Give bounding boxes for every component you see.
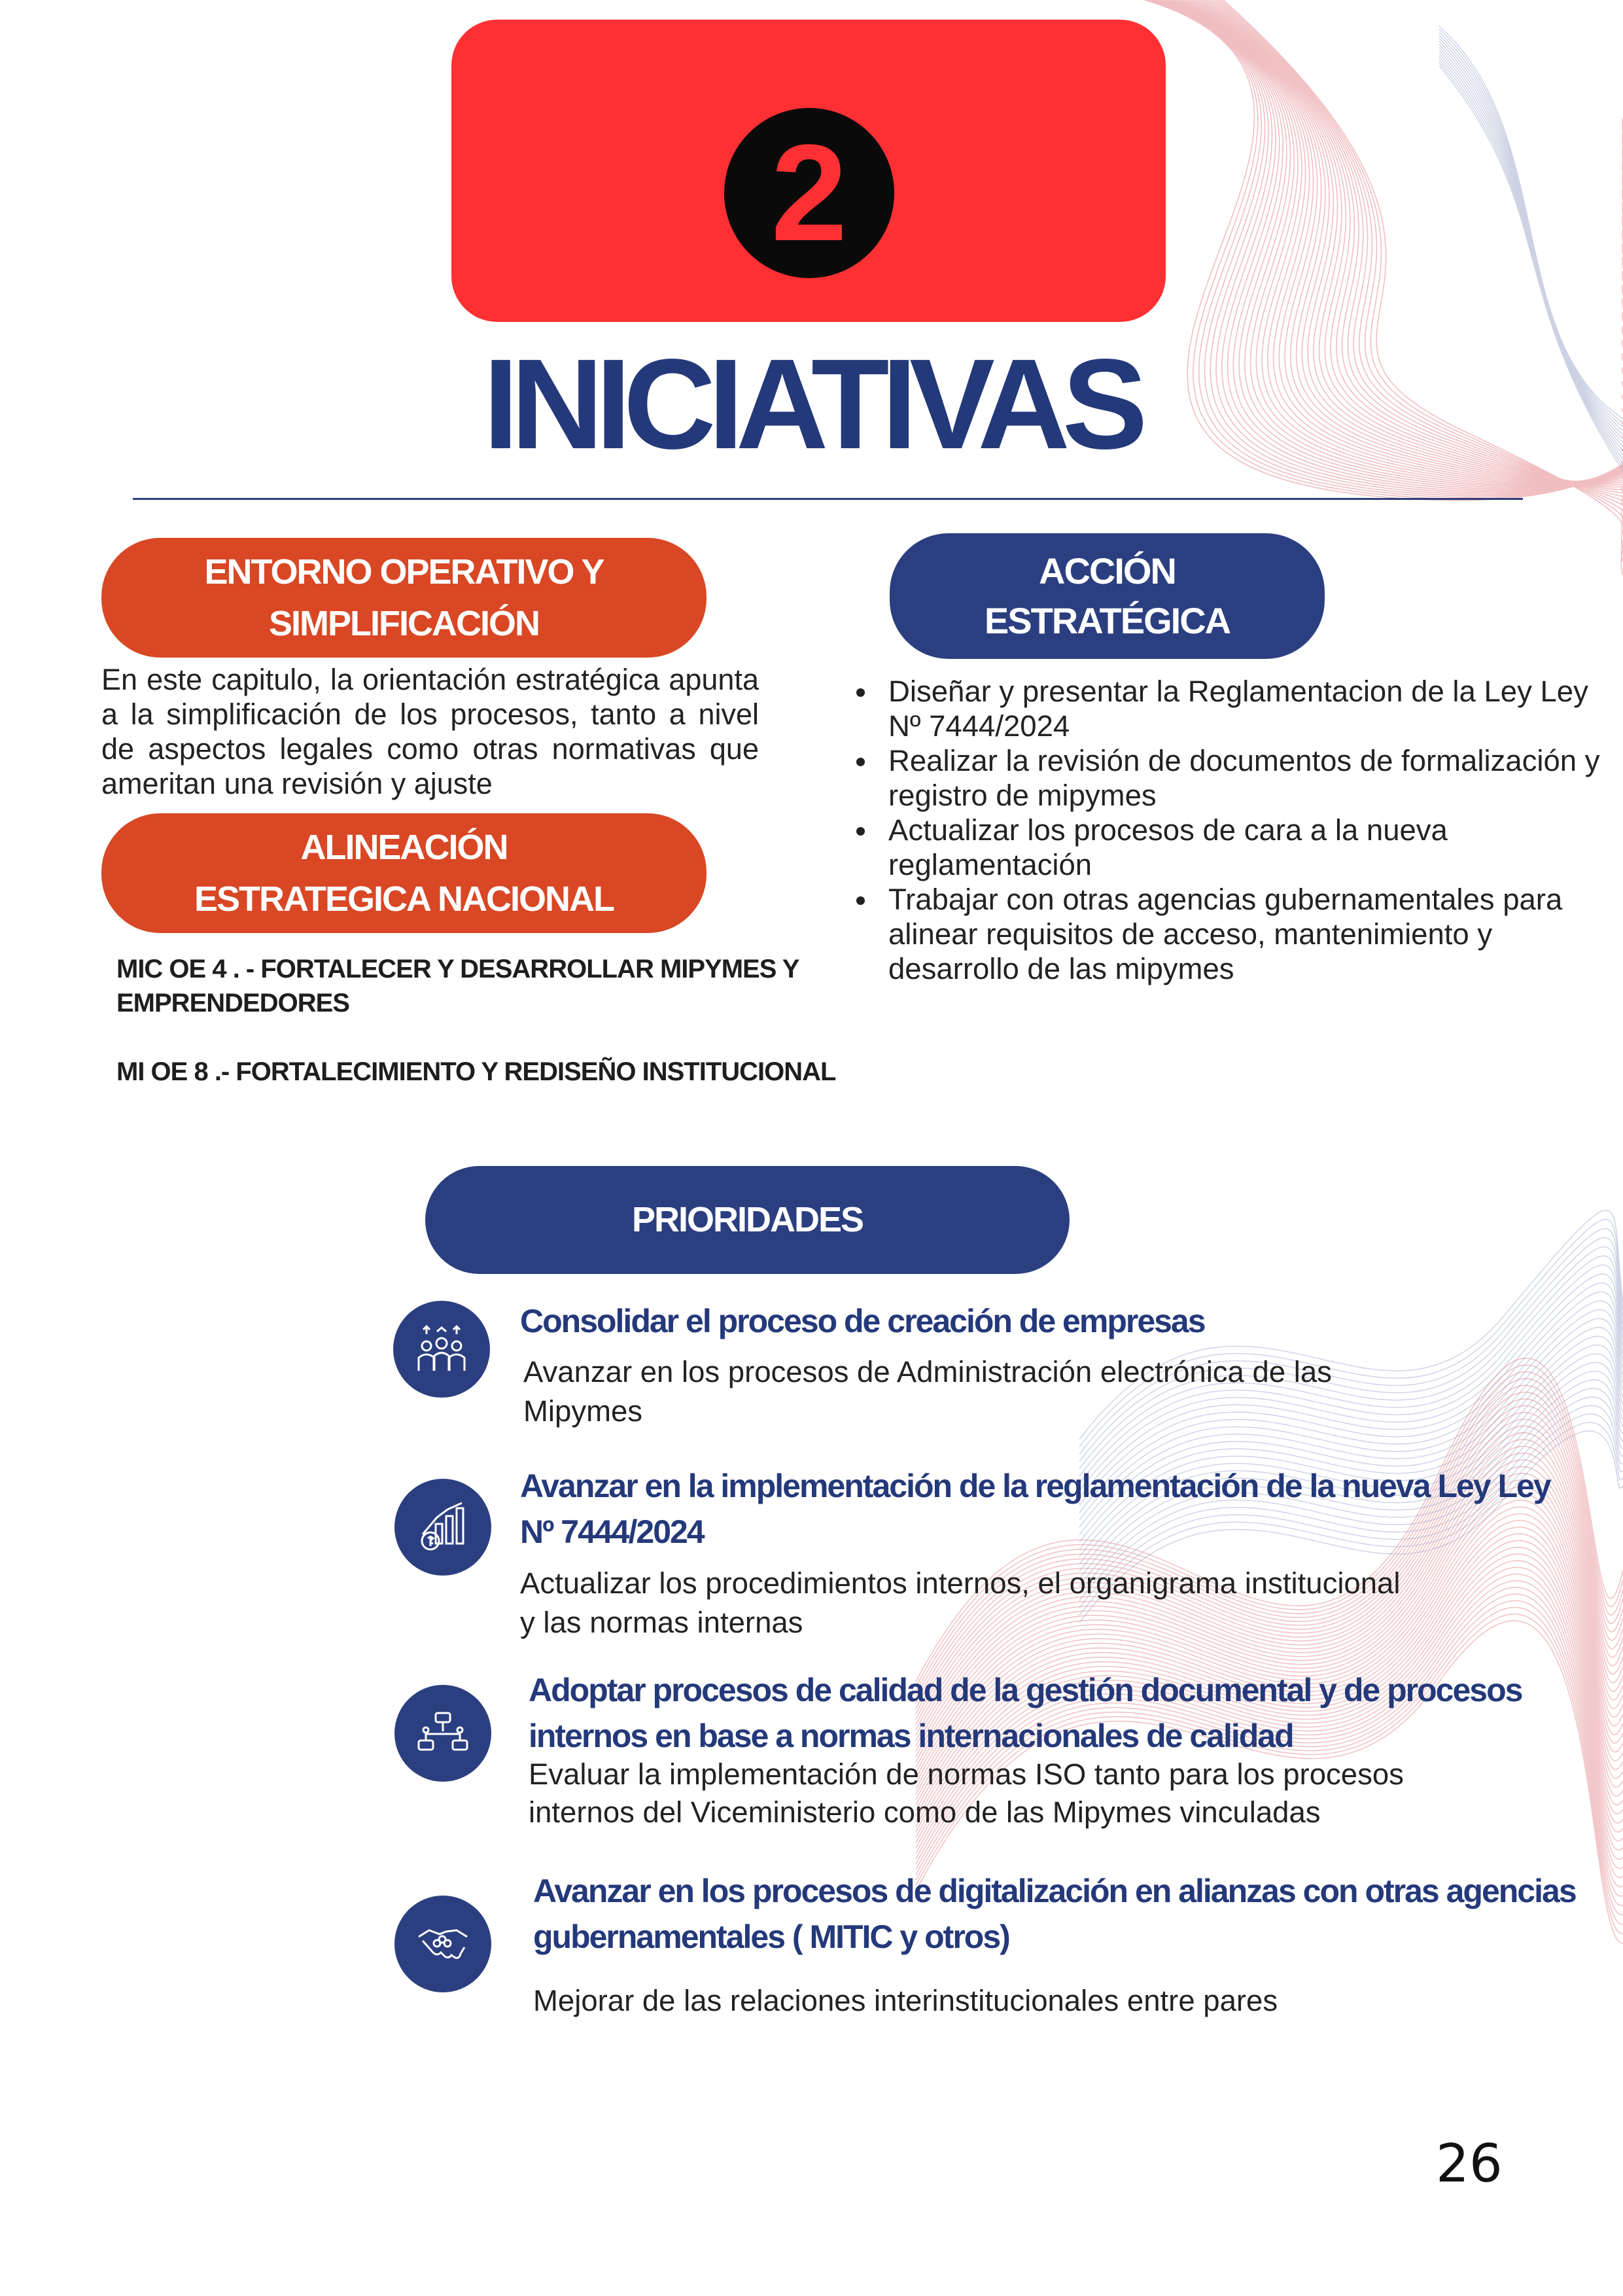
accion-heading-line1: ACCIÓN (1039, 550, 1176, 592)
priority-description: Actualizar los procedimientos internos, el organigrama institucional y las normas internas (520, 1566, 1401, 1639)
chapter-number: 2 (771, 116, 848, 270)
accion-item: Trabajar con otras agencias gubernamentales para alinear requisitos de acceso, mantenimiento y desarrollo de las mipymes (850, 882, 1603, 986)
alineacion-heading-line1: ALINEACIÓN (300, 828, 508, 868)
accion-heading (890, 533, 1325, 659)
page-number: 26 (1436, 2133, 1503, 2194)
title-divider (133, 498, 1523, 500)
prioridades-heading-label: PRIORIDADES (631, 1200, 864, 1240)
alineacion-item: MI OE 8 .- FORTALECIMIENTO Y REDISEÑO INSTITUCIONAL (116, 1057, 836, 1086)
priority-description: Avanzar en los procesos de Administración electrónica de las Mipymes (523, 1355, 1332, 1428)
accion-item: Realizar la revisión de documentos de formalización y registro de mipymes (850, 743, 1603, 813)
alineacion-heading-line2: ESTRATEGICA NACIONAL (194, 879, 614, 919)
alineacion-item: MIC OE 4 . - FORTALECER Y DESARROLLAR MIPYMES Y EMPRENDEDORES (116, 955, 799, 1017)
entorno-heading (101, 538, 707, 658)
priority-title: Consolidar el proceso de creación de empresas (520, 1303, 1205, 1339)
priority-description: Evaluar la implementación de normas ISO tanto para los procesos internos del Viceministerio como de las Mipymes vinculadas (529, 1757, 1404, 1829)
entorno-paragraph: En este capitulo, la orientación estratégica apunta a la simplificación de los procesos, tanto a nivel de aspectos legales como otras normativas que ameritan una revisión y ajuste (101, 663, 759, 800)
accion-item: Actualizar los procesos de cara a la nueva reglamentación (850, 813, 1603, 882)
entorno-heading-line2: SIMPLIFICACIÓN (268, 603, 539, 643)
accion-list (850, 674, 1603, 986)
accion-item: Diseñar y presentar la Reglamentacion de la Ley Ley Nº 7444/2024 (850, 674, 1603, 743)
chapter-number-badge (724, 108, 894, 278)
page-title: INICIATIVAS (483, 332, 1140, 476)
alineacion-heading (101, 813, 707, 933)
alineacion-list (116, 952, 862, 1123)
prioridades-heading (425, 1166, 1070, 1274)
priority-title: Adoptar procesos de calidad de la gestión documental y de procesos internos en base a normas internacionales de calidad (529, 1672, 1522, 1754)
handshake-icon (394, 1896, 491, 1992)
priority-title: Avanzar en la implementación de la reglamentación de la nueva Ley Ley Nº 7444/2024 (520, 1468, 1550, 1550)
people-growth-icon (393, 1301, 490, 1398)
entorno-heading-line1: ENTORNO OPERATIVO Y (204, 552, 604, 592)
priority-title: Avanzar en los procesos de digitalización en alianzas con otras agencias gubernamentales ( MITIC y otros) (533, 1873, 1576, 1955)
finance-chart-icon (394, 1479, 491, 1576)
priority-description: Mejorar de las relaciones interinstitucionales entre pares (533, 1984, 1278, 2017)
process-flow-icon (394, 1685, 491, 1782)
accion-heading-line2: ESTRATÉGICA (984, 600, 1230, 641)
